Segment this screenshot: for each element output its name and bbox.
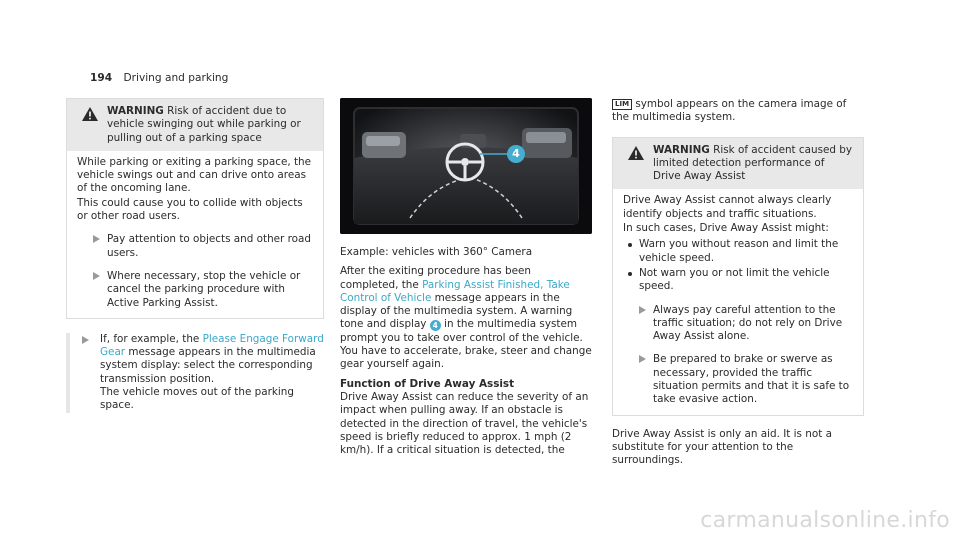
- warning-triangle-icon: [82, 107, 98, 121]
- warning-step-text: Be prepared to brake or swerve as necessary, provided the traffic situation permits and that it is safe to take evasive action.: [653, 353, 850, 406]
- paragraph-lim-symbol: [612, 98, 864, 125]
- warning-step-text: Always pay careful attention to the traffic situation; do not rely on Drive Away Assist alone.: [653, 303, 843, 343]
- bullet-text: Not warn you or not limit the vehicle speed.: [639, 266, 830, 293]
- warning-header: [613, 138, 863, 190]
- step-arrow-icon: [93, 235, 100, 243]
- step-arrow-icon: [639, 306, 646, 314]
- instruction-step: [66, 333, 324, 413]
- warning-step-1: [77, 233, 313, 260]
- watermark: carmanualsonline.info: [700, 507, 950, 533]
- warning-label: WARNING: [107, 105, 164, 117]
- warning-step-2: [77, 270, 313, 310]
- para1-pre: After the exiting procedure has been completed, the: [340, 265, 531, 291]
- warning-body: [67, 151, 323, 318]
- list-item: [623, 238, 853, 265]
- warning-step-2: [623, 353, 853, 406]
- bullet-dot-icon: [628, 243, 632, 247]
- callout-badge-4-inline: 4: [430, 320, 441, 331]
- bullet-list: [623, 238, 853, 293]
- list-item: [623, 267, 853, 294]
- warning-box-swing-out: [66, 98, 324, 319]
- warning-header: [67, 99, 323, 151]
- bullet-dot-icon: [628, 272, 632, 276]
- warning-box-detection: [612, 137, 864, 416]
- warning-step-text: Where necessary, stop the vehicle or cancel the parking procedure with Active Parking Assist.: [107, 269, 301, 309]
- page-header: [90, 72, 228, 85]
- warning-step-text: Pay attention to objects and other road users.: [107, 233, 311, 259]
- warning-text-2: This could cause you to collide with objects or other road users.: [77, 196, 303, 223]
- paragraph-drive-away-assist: Drive Away Assist can reduce the severity of an impact when pulling away. If an obstacle is detected in the direction of travel, the vehicle's speed is briefly reduced to approx. 1 mph (2 km/h). If a critical situation is detected, the: [340, 390, 589, 457]
- warning-text-1: Drive Away Assist cannot always clearly identify objects and traffic situations.: [623, 194, 832, 220]
- column-2: [340, 98, 592, 457]
- camera-image: [340, 98, 592, 234]
- column-3: [612, 98, 864, 468]
- camera-view-illustration: [340, 98, 592, 234]
- lim-symbol-icon: LIM: [612, 99, 632, 110]
- warning-body: [613, 189, 863, 414]
- page-number: 194: [90, 72, 113, 84]
- warning-step-1: [623, 304, 853, 344]
- bullet-text: Warn you without reason and limit the vehicle speed.: [639, 238, 839, 264]
- para1-post: in the multimedia system prompt you to take over control of the vehicle. You have to accelerate, brake, steer and change gear yourself again.: [340, 318, 592, 371]
- column-1: [66, 98, 324, 413]
- step-arrow-icon: [82, 336, 89, 344]
- paragraph-outro: Drive Away Assist is only an aid. It is not a substitute for your attention to the surroundings.: [612, 427, 832, 467]
- warning-title: Risk of accident caused by limited detection performance of Drive Away Assist: [653, 143, 853, 183]
- message-link-parking-assist-finished: Parking Assist Finished, Take Control of Vehicle: [340, 278, 570, 304]
- lim-text: symbol appears on the camera image of the multimedia system.: [612, 98, 847, 124]
- section-title: Driving and parking: [123, 72, 229, 84]
- callout-badge-4: 4: [512, 147, 520, 160]
- warning-triangle-icon: [628, 146, 644, 160]
- warning-label: WARNING: [653, 143, 710, 156]
- para1-mid: message appears in the display of the multimedia system. A warning tone and display: [340, 291, 573, 331]
- warning-text-2: In such cases, Drive Away Assist might:: [623, 222, 829, 235]
- step-arrow-icon: [93, 272, 100, 280]
- message-link-engage-forward-gear: Please Engage Forward Gear: [100, 332, 324, 359]
- step-text-pre: If, for example, the: [100, 332, 203, 345]
- image-caption: Example: vehicles with 360° Camera: [340, 246, 533, 258]
- warning-title: Risk of accident due to vehicle swinging out while parking or pulling out of a parking space: [107, 105, 301, 144]
- step-text-post: message appears in the multimedia system display: select the corresponding transmission position.: [100, 346, 316, 385]
- step-result: The vehicle moves out of the parking space.: [100, 386, 294, 412]
- paragraph-exit-complete: [340, 265, 592, 371]
- warning-text-1: While parking or exiting a parking space, the vehicle swings out and can drive onto areas of the oncoming lane.: [77, 155, 312, 195]
- heading-function-drive-away-assist: Function of Drive Away Assist: [340, 377, 515, 390]
- step-arrow-icon: [639, 355, 646, 363]
